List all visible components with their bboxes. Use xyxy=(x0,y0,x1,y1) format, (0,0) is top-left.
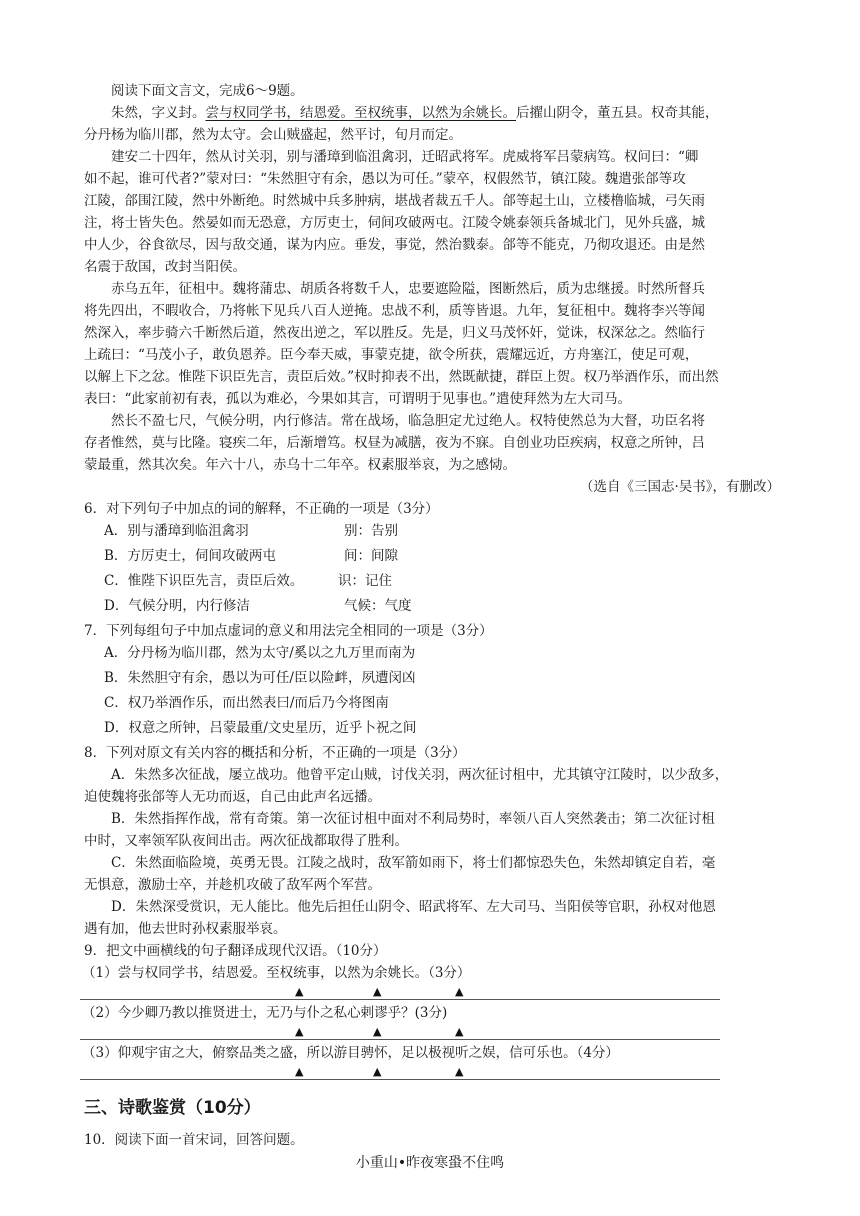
answer-marker-icon: ▲ xyxy=(373,1065,382,1078)
answer-marker-icon: ▲ xyxy=(455,985,464,998)
reading-instruction: 阅读下面文言文，完成6～9题。 xyxy=(111,83,304,99)
q6-option-b-gloss: 间：间隙 xyxy=(344,548,398,564)
passage-line: 然深入，率步骑六千断然后道，然夜出逆之，军以胜反。先是，归义马茂怀奸，觉诛，权深忿之。然临行 xyxy=(84,325,705,341)
q8-option-d-cont: 遇有加，他去世时孙权素服举哀。 xyxy=(84,921,287,937)
passage-text: 后擢山阴令，董五县。权奇其能， xyxy=(516,105,719,121)
question-8-stem: 8．下列对原文有关内容的概括和分析，不正确的一项是（3分） xyxy=(84,745,466,761)
q7-option-a: A．分丹杨为临川郡，然为太守/奚以之九万里而南为 xyxy=(104,645,416,661)
passage-line: 表曰：“此家前初有表，孤以为难必，今果如其言，可谓明于见事也。”遣使拜然为左大司马。 xyxy=(84,391,632,407)
answer-line xyxy=(80,1039,720,1040)
passage-line: 名震于敌国，改封当阳侯。 xyxy=(84,259,246,275)
passage-line: 江陵，郃围江陵，然中外断绝。时然城中兵多肿病，堪战者裁五千人。郃等起土山，立楼橹临城，弓矢雨 xyxy=(84,193,705,209)
q6-option-d-gloss: 气候：气度 xyxy=(344,598,412,614)
answer-marker-icon: ▲ xyxy=(455,1065,464,1078)
q6-option-c: C．惟陛下识臣先言，责臣后效。 xyxy=(104,573,304,589)
q7-option-c: C．权乃举酒作乐，而出然表曰/而后乃今将图南 xyxy=(104,695,389,711)
passage-text: 朱然，字义封。 xyxy=(111,105,206,121)
passage-line: 蒙最重，然其次矣。年六十八，赤乌十二年卒。权素服举哀，为之感恸。 xyxy=(84,457,516,473)
q6-option-a-gloss: 别：告别 xyxy=(344,523,398,539)
poem-title: 小重山•昨夜寒蛩不住鸣 xyxy=(355,1155,505,1171)
answer-marker-icon: ▲ xyxy=(295,1025,304,1038)
q8-option-c-cont: 无惧意，激励士卒，并趁机攻破了敌军两个军营。 xyxy=(84,877,381,893)
q8-option-a: A．朱然多次征战，屡立战功。他曾平定山贼，讨伐关羽，两次征讨柤中，尤其镇守江陵时，以少敌多， xyxy=(111,767,729,783)
passage-line: 以解上下之忿。惟陛下识臣先言，责臣后效。”权时抑表不出，然既献捷，群臣上贺。权乃举酒作乐，而出然 xyxy=(84,369,719,385)
q6-option-a: A．别与潘璋到临沮禽羽 xyxy=(104,523,249,539)
q8-option-a-cont: 迫使魏将张郃等人无功而返，自己由此声名远播。 xyxy=(84,789,381,805)
passage-line: 中人少，谷食欲尽，因与敌交通，谋为内应。垂发，事觉，然治戮泰。郃等不能克，乃彻攻退还。由是然 xyxy=(84,237,705,253)
passage-line: 上疏曰：“马茂小子，敢负恩养。臣今奉天威，事蒙克捷，欲令所获，震耀远近，方舟塞江，使足可观， xyxy=(84,347,699,363)
q7-option-b: B．朱然胆守有余，愚以为可任/臣以险衅，夙遭闵凶 xyxy=(104,670,416,686)
passage-line: 分丹杨为临川郡，然为太守。会山贼盛起，然平讨，旬月而定。 xyxy=(84,127,462,143)
question-7-stem: 7．下列每组句子中加点虚词的意义和用法完全相同的一项是（3分） xyxy=(84,623,493,639)
passage-line: 然长不盈七尺，气候分明，内行修洁。常在战场，临急胆定尤过绝人。权特使然总为大督，功臣名将 xyxy=(111,413,705,429)
answer-line xyxy=(80,1079,720,1080)
passage-line: 存者惟然，莫与比隆。寝疾二年，后渐增笃。权昼为减膳，夜为不寐。自创业功臣疾病，权意之所钟，吕 xyxy=(84,435,705,451)
answer-marker-icon: ▲ xyxy=(295,985,304,998)
answer-marker-icon: ▲ xyxy=(295,1065,304,1078)
question-6-stem: 6．对下列句子中加点的词的解释，不正确的一项是（3分） xyxy=(84,501,439,517)
answer-line xyxy=(80,999,720,1000)
passage-line xyxy=(84,102,774,124)
q9-item-1: （1）尝与权同学书，结恩爱。至权统事，以然为余姚长。（3分） xyxy=(82,965,471,981)
passage-source: （选自《三国志·吴书》，有删改） xyxy=(579,479,780,495)
q9-item-2: （2）今少卿乃教以推贤进士，无乃与仆之私心剌谬乎？(3分) xyxy=(82,1005,448,1021)
q8-option-b: B．朱然指挥作战，常有奇策。第一次征讨柤中面对不利局势时，率领八百人突然袭击；第二次征讨柤 xyxy=(111,811,715,827)
answer-marker-icon: ▲ xyxy=(455,1025,464,1038)
question-9-stem: 9．把文中画横线的句子翻译成现代汉语。（10分） xyxy=(84,943,387,959)
passage-line: 将先四出，不暇收合，乃将帐下见兵八百人逆掩。忠战不利，质等皆退。九年，复征柤中。魏将李兴等闻 xyxy=(84,303,705,319)
q8-option-d: D．朱然深受赏识，无人能比。他先后担任山阴令、昭武将军、左大司马、当阳侯等官职，孙权对他恩 xyxy=(111,899,716,915)
question-10-stem: 10．阅读下面一首宋词，回答问题。 xyxy=(84,1132,304,1148)
underlined-sentence: 尝与权同学书，结恩爱。至权统事，以然为余姚长。 xyxy=(205,105,516,121)
q9-item-3: （3）仰观宇宙之大，俯察品类之盛，所以游目骋怀，足以极视听之娱，信可乐也。（4分） xyxy=(82,1045,619,1061)
q8-option-b-cont: 中时，又率领军队夜间出击。两次征战都取得了胜利。 xyxy=(84,833,408,849)
q8-option-c: C．朱然面临险境，英勇无畏。江陵之战时，敌军箭如雨下，将士们都惊恐失色，朱然却镇定自若，毫 xyxy=(111,855,716,871)
answer-marker-icon: ▲ xyxy=(373,1025,382,1038)
passage-line: 如不起，谁可代者?”蒙对曰：“朱然胆守有余，愚以为可任。”蒙卒，权假然节，镇江陵。魏遣张郃等攻 xyxy=(84,171,686,187)
q6-option-d: D．气候分明，内行修洁 xyxy=(104,598,250,614)
q7-option-d: D．权意之所钟，吕蒙最重/文史星历，近乎卜祝之间 xyxy=(104,720,417,736)
q6-option-b: B．方厉吏士，伺间攻破两屯 xyxy=(104,548,276,564)
q6-option-c-gloss: 识：记住 xyxy=(338,573,392,589)
answer-marker-icon: ▲ xyxy=(373,985,382,998)
passage-line: 建安二十四年，然从讨关羽，别与潘璋到临沮禽羽，迁昭武将军。虎威将军吕蒙病笃。权问曰：“卿 xyxy=(111,149,699,165)
passage-line: 注，将士皆失色。然晏如而无恐意，方厉吏士，伺间攻破两屯。江陵令姚泰领兵备城北门，见外兵盛，城 xyxy=(84,215,705,231)
passage-line: 赤乌五年，征柤中。魏将蒲忠、胡质各将数千人，忠要遮险隘，图断然后，质为忠继援。时然所督兵 xyxy=(111,281,705,297)
section-heading: 三、诗歌鉴赏（10分） xyxy=(84,1098,261,1118)
